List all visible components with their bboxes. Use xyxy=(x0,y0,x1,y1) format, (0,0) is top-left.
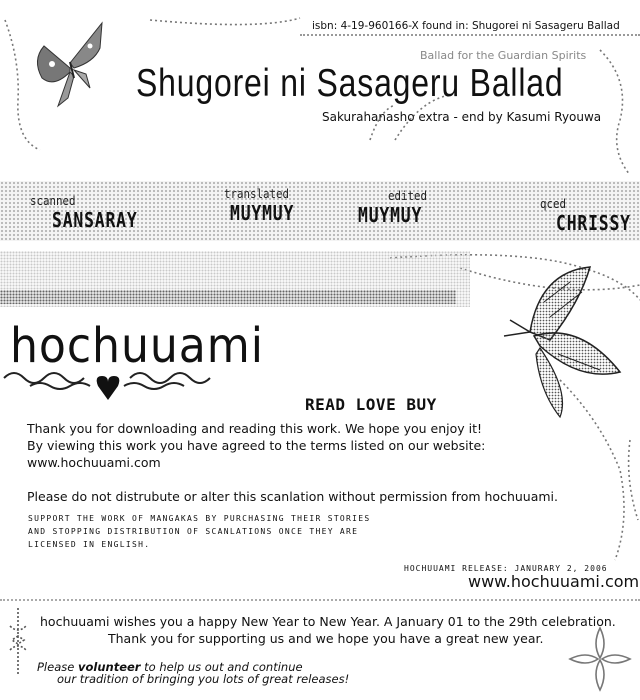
credits-band xyxy=(0,181,640,241)
halftone-band-dark xyxy=(0,290,456,304)
website-link[interactable]: www.hochuuami.com xyxy=(27,455,161,470)
notice-line: By viewing this work you have agreed to the terms listed on our website: xyxy=(27,438,486,453)
volunteer-link[interactable]: volunteer xyxy=(77,660,141,674)
butterfly-icon xyxy=(470,262,630,422)
new-year-message: hochuuami wishes you a happy New Year to New Year. A January 01 to the 29th celebration. xyxy=(40,614,616,629)
credit-role: qced xyxy=(540,197,567,211)
divider xyxy=(300,34,640,36)
credit-edited xyxy=(358,189,436,227)
volunteer-text: our tradition of bringing you lots of great releases! xyxy=(57,672,350,686)
ornament-icon xyxy=(568,624,632,694)
credit-name: MUYMUY xyxy=(230,201,295,225)
logo-squiggle-heart xyxy=(0,364,230,404)
volunteer-message xyxy=(37,661,349,685)
tagline: READ LOVE BUY xyxy=(305,395,437,414)
website-link[interactable]: www.hochuuami.com xyxy=(468,572,640,591)
notice-line: Please do not distrubute or alter this scanlation without permission from hochuuami. xyxy=(27,489,558,504)
support-line: AND STOPPING DISTRIBUTION OF SCANLATIONS ONCE THEY ARE xyxy=(28,527,359,536)
volunteer-text: to help us out and continue xyxy=(140,660,303,674)
hochuuami-logo: hochuuami xyxy=(10,318,264,374)
credit-qced xyxy=(540,197,640,235)
credit-role: scanned xyxy=(30,194,76,208)
credit-role: translated xyxy=(224,187,290,201)
butterfly-icon xyxy=(30,18,110,110)
subtitle: Ballad for the Guardian Spirits xyxy=(420,49,587,62)
release-date: HOCHUUAMI RELEASE: JANURARY 2, 2006 xyxy=(404,564,608,573)
volunteer-text: Please xyxy=(37,660,78,674)
isbn-line: isbn: 4-19-960166-X found in: Shugorei ni Sasageru Ballad xyxy=(312,20,620,32)
page-title: Shugorei ni Sasageru Ballad xyxy=(136,62,564,105)
support-line: LICENSED IN ENGLISH. xyxy=(28,540,151,549)
divider xyxy=(0,599,640,601)
credit-scanned xyxy=(30,194,156,232)
credit-translated xyxy=(224,187,308,225)
credit-role: edited xyxy=(388,189,428,203)
credit-name: CHRISSY xyxy=(556,211,631,235)
credit-name: SANSARAY xyxy=(52,208,138,232)
credit-name: MUYMUY xyxy=(358,203,423,227)
notice-text xyxy=(27,420,587,505)
ornament-icon xyxy=(6,606,30,676)
support-note xyxy=(28,512,371,551)
notice-line: Thank you for downloading and reading this work. We hope you enjoy it! xyxy=(27,421,483,436)
extra-line: Sakurahanasho extra - end by Kasumi Ryouwa xyxy=(322,110,602,124)
support-line: SUPPORT THE WORK OF MANGAKAS BY PURCHASING THEIR STORIES xyxy=(28,514,371,523)
thanks-message: Thank you for supporting us and we hope you have a great new year. xyxy=(108,631,544,646)
